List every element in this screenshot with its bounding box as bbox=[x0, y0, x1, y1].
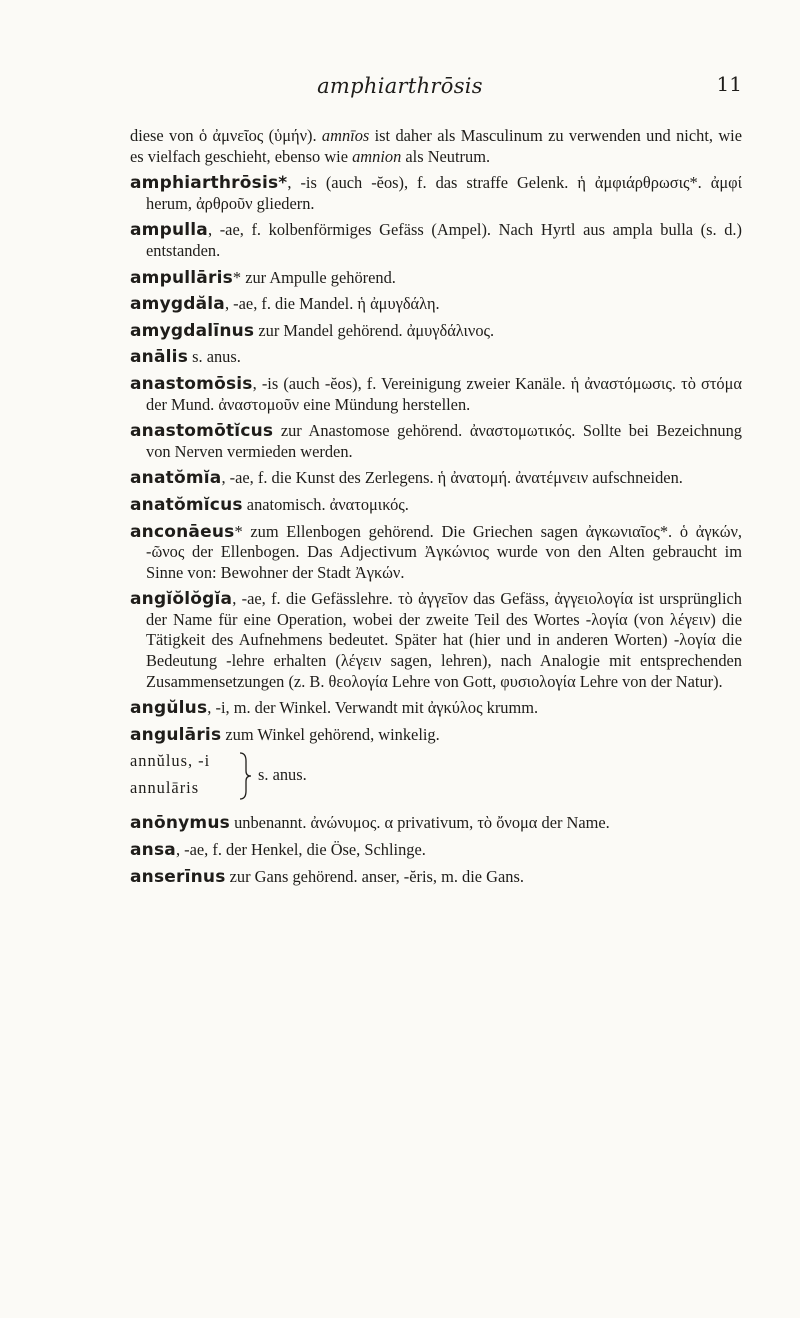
dictionary-entry bbox=[130, 813, 742, 834]
continued-paragraph: diese von ὁ ἀμνεῖος (ὑμήν). amnīos ist daher als Masculinum zu verwenden und nicht, wie es vielfach geschieht, ebenso wie amnion als Neutrum. bbox=[130, 126, 742, 166]
cross-reference-group bbox=[130, 751, 742, 807]
entry-definition: * zum Ellenbogen gehörend. Die Griechen sagen ἀγκωνιαῖος*. ὁ ἀγκών, -ῶνος der Ellenbogen. Das Adjectivum Ἀγκώνιος wurde von den Alten gebraucht im Sinne von: Bewohner der Stadt Ἀγκών. bbox=[146, 521, 742, 582]
entry-definition: * zur Ampulle gehörend. bbox=[232, 267, 396, 287]
entry-definition: zum Winkel gehörend, winkelig. bbox=[221, 724, 440, 744]
entry-headword: anastomōtĭcus bbox=[130, 421, 274, 442]
entry-definition: anatomisch. ἀνατομικός. bbox=[242, 494, 409, 514]
dictionary-entry bbox=[130, 698, 742, 719]
entry-headword: anōnymus bbox=[130, 813, 230, 834]
dictionary-entry bbox=[130, 374, 742, 415]
entry-definition: zur Gans gehörend. anser, -ĕris, m. die Gans. bbox=[225, 866, 524, 886]
entry-headword: anconāeus bbox=[130, 521, 235, 542]
entry-definition: zur Mandel gehörend. ἀμυγδάλινος. bbox=[254, 320, 495, 340]
dictionary-entry bbox=[130, 347, 742, 368]
dictionary-entry bbox=[130, 294, 742, 315]
entry-headword: ansa bbox=[130, 840, 176, 861]
entry-definition: , -i, m. der Winkel. Verwandt mit ἀγκύλος krumm. bbox=[207, 698, 539, 718]
entry-definition: , -ae, f. die Mandel. ἡ ἀμυγδάλη. bbox=[224, 294, 440, 314]
running-head: amphiarthrōsis bbox=[317, 74, 483, 98]
dictionary-entry bbox=[130, 468, 742, 489]
dictionary-entry bbox=[130, 867, 742, 888]
entry-definition: s. anus. bbox=[188, 347, 241, 367]
entry-headword: anserīnus bbox=[130, 866, 226, 887]
dictionary-entry bbox=[130, 522, 742, 584]
dictionary-entry bbox=[130, 220, 742, 261]
entry-list-2 bbox=[130, 813, 742, 887]
brace-term-2: annulāris bbox=[130, 778, 200, 798]
dictionary-entry bbox=[130, 173, 742, 214]
dictionary-entry bbox=[130, 840, 742, 861]
entry-definition: , -ae, f. die Kunst des Zerlegens. ἡ ἀνατομή. ἀνατέμνειν aufschneiden. bbox=[221, 468, 683, 488]
entry-definition: , -ae, f. die Gefässlehre. τὸ ἀγγεῖον das Gefäss, ἀγγειολογία ist ursprünglich der Name für eine Operation, wobei der zweite Teil des Wortes -λογία (von λέγειν) die Tätigkeit des Aufnehmens bedeutet. Später hat (hier und in anderen Worten) -λογία die Bedeutung -lehre erhalten (λέγειν sagen, lehren), nach Analogie mit entsprechenden Zusammensetzungen (z. B. θεολογία Lehre von Gott, φυσιολογία Lehre von der Natur). bbox=[146, 589, 742, 691]
entry-headword: ampullāris bbox=[130, 267, 233, 288]
entry-definition: , -ae, f. kolbenförmiges Gefäss (Ampel). Nach Hyrtl aus ampla bulla (s. d.) entstanden. bbox=[146, 220, 742, 260]
entry-list bbox=[130, 173, 742, 745]
dictionary-entry bbox=[130, 589, 742, 692]
dictionary-entry bbox=[130, 268, 742, 289]
entry-headword: amygdalīnus bbox=[130, 320, 255, 341]
entry-headword: ampulla bbox=[130, 220, 208, 241]
entry-definition: zur Anastomose gehörend. ἀναστομωτικός. Sollte bei Bezeichnung von Nerven vermieden werden. bbox=[146, 421, 742, 461]
entry-definition: , -is (auch -ĕos), f. das straffe Gelenk. ἡ ἀμφιάρθρωσις*. ἀμφί herum, ἀρθροῦν gliedern. bbox=[146, 173, 742, 213]
brace-term-1: annŭlus, -i bbox=[130, 751, 211, 771]
dictionary-entry bbox=[130, 495, 742, 516]
curly-brace-icon bbox=[238, 751, 252, 801]
brace-reference: s. anus. bbox=[258, 765, 307, 785]
entry-headword: angĭŏlŏgĭa bbox=[130, 589, 233, 610]
entry-definition: unbenannt. ἀνώνυμος. α privativum, τὸ ὄνομα der Name. bbox=[229, 813, 610, 833]
entry-headword: anastomōsis bbox=[130, 373, 253, 394]
entry-definition: , -ae, f. der Henkel, die Öse, Schlinge. bbox=[175, 840, 426, 860]
entry-headword: angŭlus bbox=[130, 698, 208, 719]
page-body bbox=[130, 126, 742, 893]
entry-headword: amphiarthrōsis* bbox=[130, 173, 288, 194]
dictionary-entry bbox=[130, 421, 742, 462]
entry-headword: angulāris bbox=[130, 724, 222, 745]
entry-headword: amygdăla bbox=[130, 294, 225, 315]
dictionary-entry bbox=[130, 725, 742, 746]
entry-headword: anatŏmĭa bbox=[130, 468, 222, 489]
entry-definition: , -is (auch -ĕos), f. Vereinigung zweier Kanäle. ἡ ἀναστόμωσις. τὸ στόμα der Mund. ἀναστομοῦν eine Mündung herstellen. bbox=[146, 373, 742, 414]
dictionary-entry bbox=[130, 321, 742, 342]
entry-headword: anatŏmĭcus bbox=[130, 494, 243, 515]
page-number: 11 bbox=[716, 72, 742, 96]
entry-headword: anālis bbox=[130, 347, 189, 368]
